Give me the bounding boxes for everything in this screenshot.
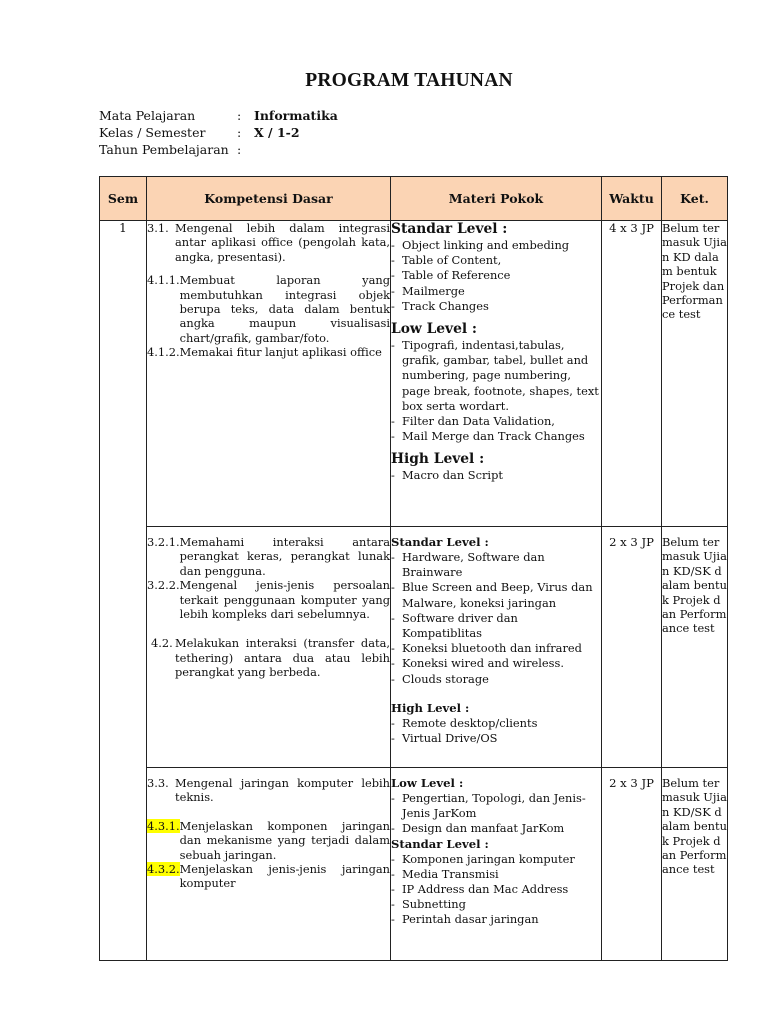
info-separator: : <box>237 142 242 157</box>
materi-item: - Komponen jaringan komputer <box>391 852 601 867</box>
kd-text: Melakukan interaksi (transfer data, tethering) antara dua atau lebih perangkat yang berbeda. <box>175 636 390 680</box>
kd-item <box>147 273 390 345</box>
kd-item <box>147 578 390 621</box>
table-header-row <box>100 177 728 221</box>
kd-item <box>147 535 390 578</box>
ket-cell: Belum termasuk Ujian KD/SK dalam bentuk Projek dan Performance test <box>662 768 728 961</box>
info-label: Kelas / Semester <box>99 125 206 140</box>
kd-text: Mengenal jenis-jenis persoalan terkait penggunaan komputer yang lebih kompleks dari sebelumnya. <box>179 578 390 622</box>
materi-item: - Virtual Drive/OS <box>391 731 601 746</box>
kd-number-highlight: 4.3.2. <box>147 862 180 877</box>
level-heading: High Level : <box>391 700 470 715</box>
waktu-cell: 2 x 3 JP <box>602 527 662 768</box>
ket-cell: Belum termasuk Ujian KD/SK dalam bentuk Projek dan Performance test <box>662 527 728 768</box>
page-title: PROGRAM TAHUNAN <box>305 70 513 91</box>
materi-cell <box>391 221 602 527</box>
header-sem: Sem <box>100 177 147 221</box>
waktu-cell: 4 x 3 JP <box>602 221 662 527</box>
materi-item: - Koneksi wired and wireless. <box>391 656 601 671</box>
materi-list <box>391 791 601 837</box>
kd-text: Menjelaskan jenis-jenis jaringan komputer <box>179 862 390 891</box>
header-ket: Ket. <box>662 177 728 221</box>
kd-text: Memahami interaksi antara perangkat keras, perangkat lunak dan pengguna. <box>179 535 390 578</box>
kd-number: 4.1.2. <box>147 345 180 360</box>
materi-list <box>391 716 601 746</box>
info-label: Mata Pelajaran <box>99 108 196 123</box>
table-row <box>100 221 728 527</box>
info-value: X / 1-2 <box>254 125 300 140</box>
info-class-semester <box>99 124 338 141</box>
table-row <box>100 527 728 768</box>
kd-number-highlight: 4.3.1. <box>147 818 180 833</box>
kd-text: Mengenal lebih dalam integrasi antar aplikasi office (pengolah kata, angka, presentasi). <box>175 221 390 264</box>
ket-cell: Belum termasuk Ujian KD dalam bentuk Projek dan Performance test <box>662 221 728 527</box>
materi-list <box>391 852 601 928</box>
kd-number: 3.2.2. <box>147 578 180 593</box>
materi-item: - Mailmerge <box>391 284 601 299</box>
header-materi-pokok: Materi Pokok <box>391 177 602 221</box>
materi-item: - Software driver dan Kompatiblitas <box>391 611 601 641</box>
materi-item: - Pengertian, Topologi, dan Jenis-Jenis JarKom <box>391 791 601 821</box>
materi-item: - Table of Reference <box>391 268 601 283</box>
info-label: Tahun Pembelajaran <box>99 142 229 157</box>
materi-item: - Macro dan Script <box>391 468 601 483</box>
materi-item: - Tipografi, indentasi,tabulas, grafik, gambar, tabel, bullet and numbering, page numbering, page break, footnote, shapes, text box serta wordart. <box>391 338 601 414</box>
semester-cell: 1 <box>100 221 147 961</box>
info-value: Informatika <box>254 108 338 123</box>
materi-item: - Object linking and embeding <box>391 238 601 253</box>
materi-item: - Table of Content, <box>391 253 601 268</box>
kd-item <box>147 345 390 359</box>
materi-item: - Hardware, Software dan Brainware <box>391 550 601 580</box>
level-heading: Standar Level : <box>391 221 508 237</box>
level-heading: Standar Level : <box>391 836 489 851</box>
kd-item <box>147 819 390 862</box>
kd-number: 3.1. <box>147 221 169 235</box>
kd-item <box>147 221 390 264</box>
kd-item <box>147 776 390 805</box>
kd-number: 4.1.1. <box>147 273 180 288</box>
kd-number <box>147 819 180 862</box>
materi-item: - Track Changes <box>391 299 601 314</box>
materi-list <box>391 468 601 483</box>
level-heading: Low Level : <box>391 321 477 338</box>
materi-item: - Koneksi bluetooth dan infrared <box>391 641 601 656</box>
materi-cell <box>391 768 602 961</box>
kd-text: Memakai fitur lanjut aplikasi office <box>179 345 382 360</box>
materi-item: - Media Transmisi <box>391 867 601 882</box>
program-table <box>99 176 728 961</box>
kd-cell <box>147 768 391 961</box>
level-heading: Standar Level : <box>391 535 489 549</box>
kd-number <box>147 862 180 891</box>
kd-number: 3.2.1. <box>147 535 180 549</box>
kd-text: Mengenal jaringan komputer lebih teknis. <box>175 776 390 805</box>
materi-item: - Mail Merge dan Track Changes <box>391 429 601 444</box>
materi-cell <box>391 527 602 768</box>
document-info <box>99 107 338 158</box>
materi-item: - Remote desktop/clients <box>391 716 601 731</box>
table-row <box>100 768 728 961</box>
materi-item: - Clouds storage <box>391 672 601 687</box>
kd-text: Menjelaskan komponen jaringan dan mekanisme yang terjadi dalam sebuah jaringan. <box>179 818 390 862</box>
materi-item: - Design dan manfaat JarKom <box>391 821 601 836</box>
materi-item: - Subnetting <box>391 897 601 912</box>
info-separator: : <box>237 125 242 140</box>
kd-number: 4.2. <box>151 636 173 651</box>
materi-item: - Perintah dasar jaringan <box>391 912 601 927</box>
waktu-cell: 2 x 3 JP <box>602 768 662 961</box>
materi-item: - Filter dan Data Validation, <box>391 414 601 429</box>
materi-item: - Blue Screen and Beep, Virus dan Malware, koneksi jaringan <box>391 580 601 610</box>
kd-text: Membuat laporan yang membutuhkan integrasi objek berupa teks, data dalam bentuk angka maupun visualisasi chart/grafik, gambar/foto. <box>179 273 390 345</box>
info-subject <box>99 107 338 124</box>
materi-item: - IP Address dan Mac Address <box>391 882 601 897</box>
materi-list <box>391 550 601 687</box>
kd-number: 3.3. <box>147 776 169 790</box>
kd-item <box>147 636 390 679</box>
header-kompetensi-dasar: Kompetensi Dasar <box>147 177 391 221</box>
info-academic-year <box>99 141 338 158</box>
kd-item <box>147 862 390 891</box>
materi-list <box>391 338 601 444</box>
info-separator: : <box>237 108 242 123</box>
materi-list <box>391 238 601 314</box>
level-heading: High Level : <box>391 451 485 468</box>
header-waktu: Waktu <box>602 177 662 221</box>
kd-cell <box>147 221 391 527</box>
kd-cell <box>147 527 391 768</box>
level-heading: Low Level : <box>391 776 464 790</box>
